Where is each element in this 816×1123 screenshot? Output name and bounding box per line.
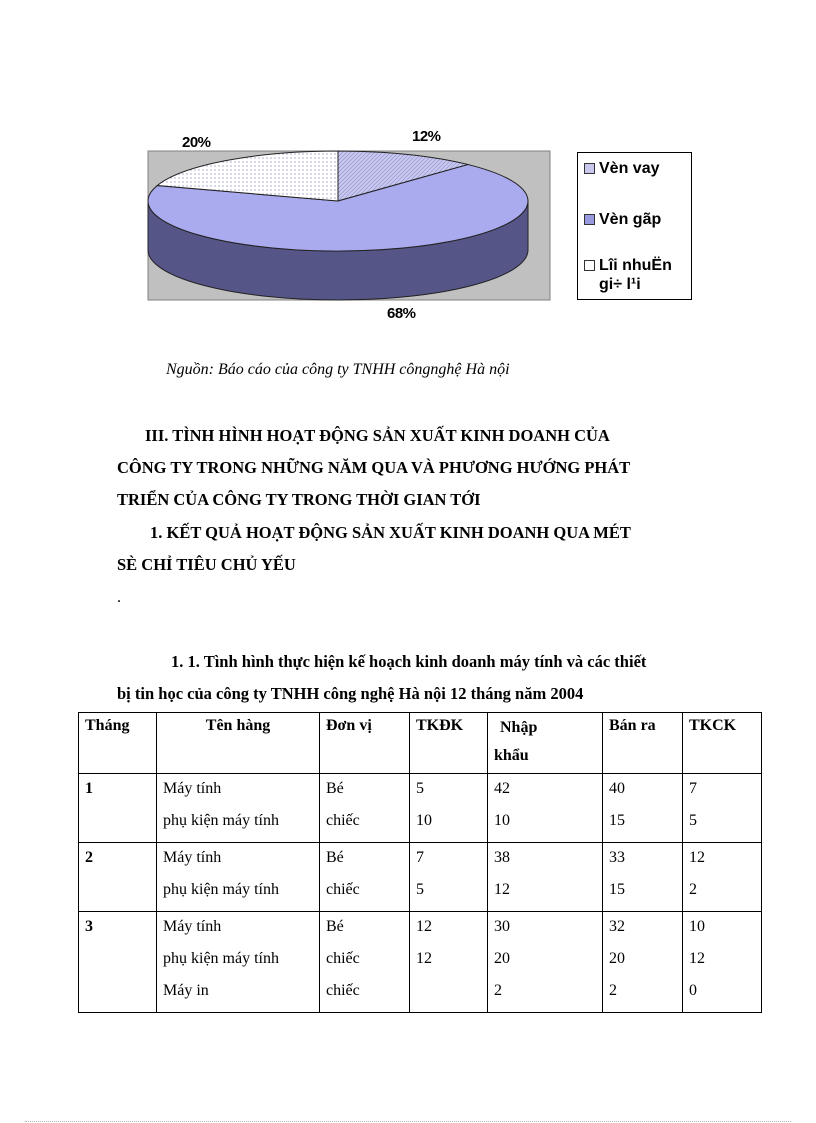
section-heading-line1: III. TÌNH HÌNH HOẠT ĐỘNG SẢN XUẤT KINH DOANH CỦA — [145, 426, 610, 445]
cell-month — [79, 912, 157, 1013]
cell-import-line: 2 — [494, 982, 502, 999]
slice-label-lending: 12% — [412, 128, 441, 145]
cell-month — [79, 774, 157, 843]
cell-opening-line: 5 — [416, 881, 424, 898]
cell-import-line: 12 — [494, 881, 510, 898]
cell-month-value: 1 — [85, 780, 93, 797]
cell-unit-line: Bé — [326, 849, 344, 866]
cell-closing — [683, 774, 762, 843]
subsection-heading-line1: 1. KẾT QUẢ HOẠT ĐỘNG SẢN XUẤT KINH DOANH QUA MÉT — [150, 523, 631, 542]
cell-closing — [683, 843, 762, 912]
header-import-line1: Nhập — [500, 719, 538, 736]
legend-label-retained: Lîi nhuËn gi÷ l¹i — [599, 257, 672, 293]
legend-swatch-lending — [584, 163, 595, 174]
cell-closing-line: 0 — [689, 982, 697, 999]
cell-sold-line: 40 — [609, 780, 625, 797]
table-row — [79, 912, 762, 1013]
cell-opening — [410, 912, 488, 1013]
header-sold: Bán ra — [603, 713, 683, 774]
cell-import-line: 42 — [494, 780, 510, 797]
table-row — [79, 774, 762, 843]
cell-product — [157, 774, 320, 843]
cell-product — [157, 912, 320, 1013]
cell-unit — [320, 774, 410, 843]
slice-label-capital: 68% — [387, 305, 416, 322]
slice-label-retained: 20% — [182, 134, 211, 151]
header-import-line2: khẩu — [494, 747, 529, 764]
table-row — [79, 843, 762, 912]
legend-item-lending — [584, 159, 691, 178]
cell-unit-line: chiếc — [326, 881, 360, 898]
cell-import-line: 10 — [494, 812, 510, 829]
source-note: Nguồn: Báo cáo của công ty TNHH côngnghệ Hà nội — [166, 361, 510, 378]
cell-opening-line: 12 — [416, 918, 432, 935]
cell-opening-line: 7 — [416, 849, 424, 866]
cell-closing-line: 5 — [689, 812, 697, 829]
pie-chart — [130, 125, 710, 325]
cell-closing-line: 12 — [689, 950, 705, 967]
cell-product-line: phụ kiện máy tính — [163, 950, 279, 967]
cell-unit — [320, 843, 410, 912]
cell-product-line: Máy tính — [163, 918, 222, 935]
cell-sold — [603, 912, 683, 1013]
cell-unit-line: Bé — [326, 918, 344, 935]
cell-import — [488, 912, 603, 1013]
cell-opening-line: 10 — [416, 812, 432, 829]
header-product: Tên hàng — [157, 713, 320, 774]
cell-closing — [683, 912, 762, 1013]
cell-product-line: phụ kiện máy tính — [163, 881, 279, 898]
legend-item-capital — [584, 210, 691, 229]
cell-opening — [410, 843, 488, 912]
cell-month-value: 2 — [85, 849, 93, 866]
sales-table — [78, 712, 762, 1013]
cell-closing-line: 10 — [689, 918, 705, 935]
table-caption-line2: bị tin học của công ty TNHH công nghệ Hà nội 12 tháng năm 2004 — [117, 684, 584, 703]
legend-label-capital: Vèn gãp — [599, 211, 662, 228]
table-header-row — [79, 713, 762, 774]
cell-sold-line: 33 — [609, 849, 625, 866]
cell-sold-line: 32 — [609, 918, 625, 935]
cell-month-value: 3 — [85, 918, 93, 935]
cell-opening-line: 5 — [416, 780, 424, 797]
cell-closing-line: 7 — [689, 780, 697, 797]
cell-unit-line: Bé — [326, 780, 344, 797]
header-closing: TKCK — [683, 713, 762, 774]
cell-unit-line: chiếc — [326, 950, 360, 967]
page-bottom-border — [25, 1121, 791, 1122]
chart-legend — [577, 152, 692, 300]
cell-import-line: 20 — [494, 950, 510, 967]
legend-label-lending: Vèn vay — [599, 160, 660, 177]
cell-opening-line: 12 — [416, 950, 432, 967]
legend-swatch-capital — [584, 214, 595, 225]
cell-closing-line: 12 — [689, 849, 705, 866]
cell-product-line: Máy in — [163, 982, 209, 999]
cell-product-line: Máy tính — [163, 849, 222, 866]
header-opening: TKĐK — [410, 713, 488, 774]
pie-chart-svg — [130, 125, 570, 325]
cell-sold — [603, 843, 683, 912]
cell-import-line: 30 — [494, 918, 510, 935]
header-import — [488, 713, 603, 774]
header-month: Tháng — [79, 713, 157, 774]
cell-sold — [603, 774, 683, 843]
legend-item-retained — [584, 256, 691, 294]
cell-product-line: phụ kiện máy tính — [163, 812, 279, 829]
header-unit: Đơn vị — [320, 713, 410, 774]
table-caption-line1: 1. 1. Tình hình thực hiện kế hoạch kinh doanh máy tính và các thiết — [171, 652, 647, 671]
cell-sold-line: 15 — [609, 881, 625, 898]
cell-product-line: Máy tính — [163, 780, 222, 797]
cell-unit-line: chiếc — [326, 982, 360, 999]
subsection-heading-line2: SÈ CHỈ TIÊU CHỦ YẾU — [117, 555, 296, 574]
cell-import — [488, 774, 603, 843]
cell-opening — [410, 774, 488, 843]
cell-unit-line: chiếc — [326, 812, 360, 829]
cell-sold-line: 20 — [609, 950, 625, 967]
stray-dot: . — [117, 589, 121, 606]
cell-sold-line: 2 — [609, 982, 617, 999]
cell-sold-line: 15 — [609, 812, 625, 829]
cell-closing-line: 2 — [689, 881, 697, 898]
cell-import — [488, 843, 603, 912]
section-heading-line2: CÔNG TY TRONG NHỮNG NĂM QUA VÀ PHƯƠNG HƯỚNG PHÁT — [117, 458, 631, 477]
legend-swatch-retained — [584, 260, 595, 271]
cell-import-line: 38 — [494, 849, 510, 866]
cell-product — [157, 843, 320, 912]
cell-unit — [320, 912, 410, 1013]
section-heading-line3: TRIỂN CỦA CÔNG TY TRONG THỜI GIAN TỚI — [117, 490, 481, 509]
cell-month — [79, 843, 157, 912]
